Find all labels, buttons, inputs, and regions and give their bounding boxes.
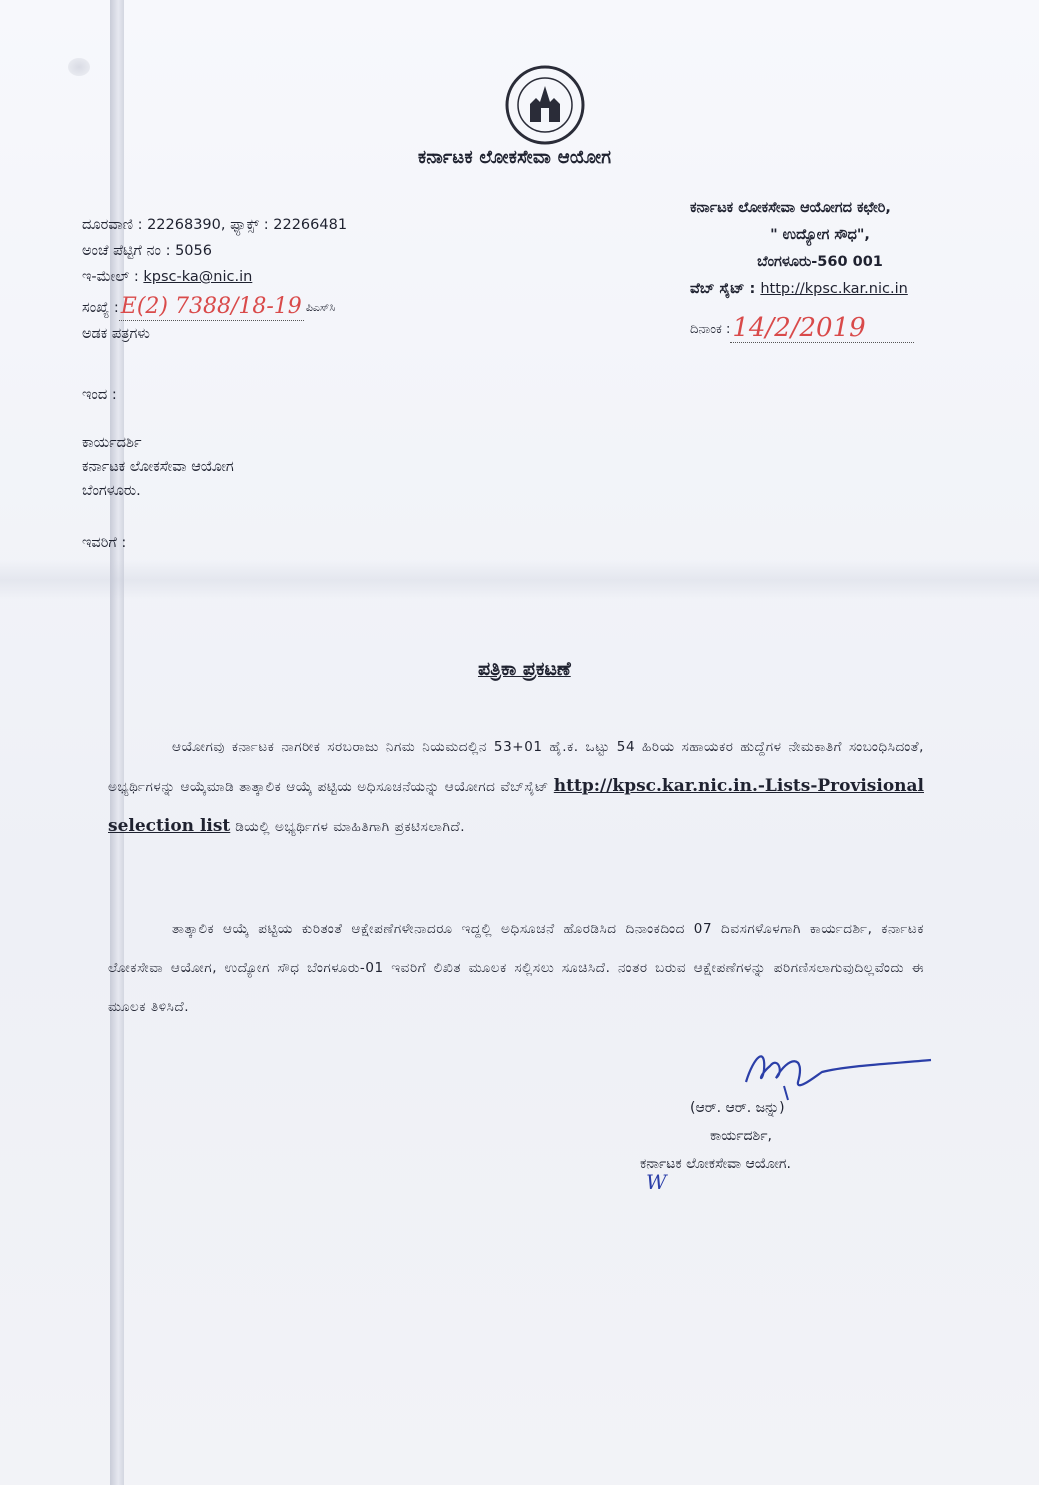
from-line-3: ಬೆಂಗಳೂರು. <box>82 483 141 499</box>
phone-line: ದೂರವಾಣಿ : 22268390, ಫ್ಯಾಕ್ಸ್ : 22266481 <box>82 217 348 233</box>
paper-fold <box>0 560 1039 600</box>
from-to-block <box>82 383 234 555</box>
signatory-name: (ಆರ್. ಆರ್. ಜನ್ನು) <box>690 1100 785 1116</box>
website-label: ವೆಬ್ ಸೈಟ್ : <box>690 281 756 297</box>
address-block <box>690 195 990 343</box>
reference-label: ಸಂಖ್ಯೆ : <box>82 300 119 316</box>
enclosures-line: ಅಡಕ ಪತ್ರಗಳು <box>82 326 150 342</box>
email-label: ಇ-ಮೇಲ್ : <box>82 269 139 285</box>
from-label: ಇಂದ : <box>82 387 117 403</box>
notice-title: ಪತ್ರಿಕಾ ಪ್ರಕಟಣೆ <box>478 658 571 680</box>
para1-tail: ಡಿಯಲ್ಲಿ ಅಭ್ಯರ್ಥಿಗಳ ಮಾಹಿತಿಗಾಗಿ ಪ್ರಕಟಿಸಲಾಗಿದೆ. <box>235 819 466 835</box>
city-line: ಬೆಂಗಳೂರು-560 001 <box>757 254 883 270</box>
website-line <box>690 276 990 303</box>
date-line <box>690 315 990 343</box>
date-label: ದಿನಾಂಕ : <box>690 322 731 337</box>
email-line <box>82 264 442 290</box>
signatory-block <box>640 1094 900 1178</box>
kpsc-emblem-icon <box>504 64 586 146</box>
contact-block <box>82 212 442 347</box>
reference-number: E(2) 7388/18-19 <box>120 294 302 319</box>
signature-image <box>726 1026 936 1104</box>
initial-mark: W <box>646 1170 667 1194</box>
org-title: ಕರ್ನಾಟಕ ಲೋಕಸೇವಾ ಆಯೋಗ <box>418 147 612 168</box>
signatory-designation: ಕಾರ್ಯದರ್ಶಿ, <box>710 1128 772 1144</box>
building-line: " ಉದ್ಯೋಗ ಸೌಧ", <box>770 227 870 243</box>
para1-text: ಆಯೋಗವು ಕರ್ನಾಟಕ ನಾಗರೀಕ ಸರಬರಾಜು ನಿಗಮ ನಿಯಮದಲ್ಲಿನ 53+01 ಹೈ.ಕ. ಒಟ್ಟು 54 ಹಿರಿಯ ಸಹಾಯಕರ ಹುದ್ದೆಗಳ ನೇಮಕಾತಿಗೆ ಸಂಬಂಧಿಸಿದಂತೆ, ಅಭ್ಯರ್ಥಿಗಳನ್ನು ಆಯ್ಕೆಮಾಡಿ ತಾತ್ಕಾಲಿಕ ಆಯ್ಕೆ ಪಟ್ಟಿಯ ಅಧಿಸೂಚನೆಯನ್ನು ಆಯೋಗದ ವೆಬ್‌ಸೈಟ್ <box>108 739 924 795</box>
signatory-org: ಕರ್ನಾಟಕ ಲೋಕಸೇವಾ ಆಯೋಗ. <box>640 1156 791 1172</box>
reference-line <box>82 294 442 321</box>
po-box-line: ಅಂಚೆ ಪೆಟ್ಟಿಗೆ ನಂ : 5056 <box>82 243 212 259</box>
reference-suffix: ಪಿಎಸ್‌ಸಿ <box>305 301 336 314</box>
from-line-1: ಕಾರ್ಯದರ್ಶಿ <box>82 435 142 451</box>
website-link[interactable]: http://kpsc.kar.nic.in <box>760 281 908 297</box>
email-link[interactable]: kpsc-ka@nic.in <box>143 269 253 285</box>
provisional-list-link[interactable]: http://kpsc.kar.nic.in.-Lists-Provisional selection list <box>108 776 924 836</box>
from-line-2: ಕರ್ನಾಟಕ ಲೋಕಸೇವಾ ಆಯೋಗ <box>82 459 234 475</box>
body-paragraph-2: ತಾತ್ಕಾಲಿಕ ಆಯ್ಕೆ ಪಟ್ಟಿಯ ಕುರಿತಂತೆ ಆಕ್ಷೇಪಣೆಗಳೇನಾದರೂ ಇದ್ದಲ್ಲಿ ಅಧಿಸೂಚನೆ ಹೊರಡಿಸಿದ ದಿನಾಂಕದಿಂದ 07 ದಿವಸಗಳೊಳಗಾಗಿ ಕಾರ್ಯದರ್ಶಿ, ಕರ್ನಾಟಕ ಲೋಕಸೇವಾ ಆಯೋಗ, ಉದ್ಯೋಗ ಸೌಧ ಬೆಂಗಳೂರು-01 ಇವರಿಗೆ ಲಿಖಿತ ಮೂಲಕ ಸಲ್ಲಿಸಲು ಸೂಚಿಸಿದೆ. ನಂತರ ಬರುವ ಆಕ್ಷೇಪಣೆಗಳನ್ನು ಪರಿಗಣಿಸಲಾಗುವುದಿಲ್ಲವೆಂದು ಈ ಮೂಲಕ ತಿಳಿಸಿದೆ. <box>108 921 924 1015</box>
to-label: ಇವರಿಗೆ : <box>82 535 127 551</box>
corner-smudge <box>68 58 90 76</box>
date-value: 14/2/2019 <box>730 315 914 343</box>
body-paragraph-1 <box>108 728 924 847</box>
office-line: ಕರ್ನಾಟಕ ಲೋಕಸೇವಾ ಆಯೋಗದ ಕಛೇರಿ, <box>690 200 891 216</box>
